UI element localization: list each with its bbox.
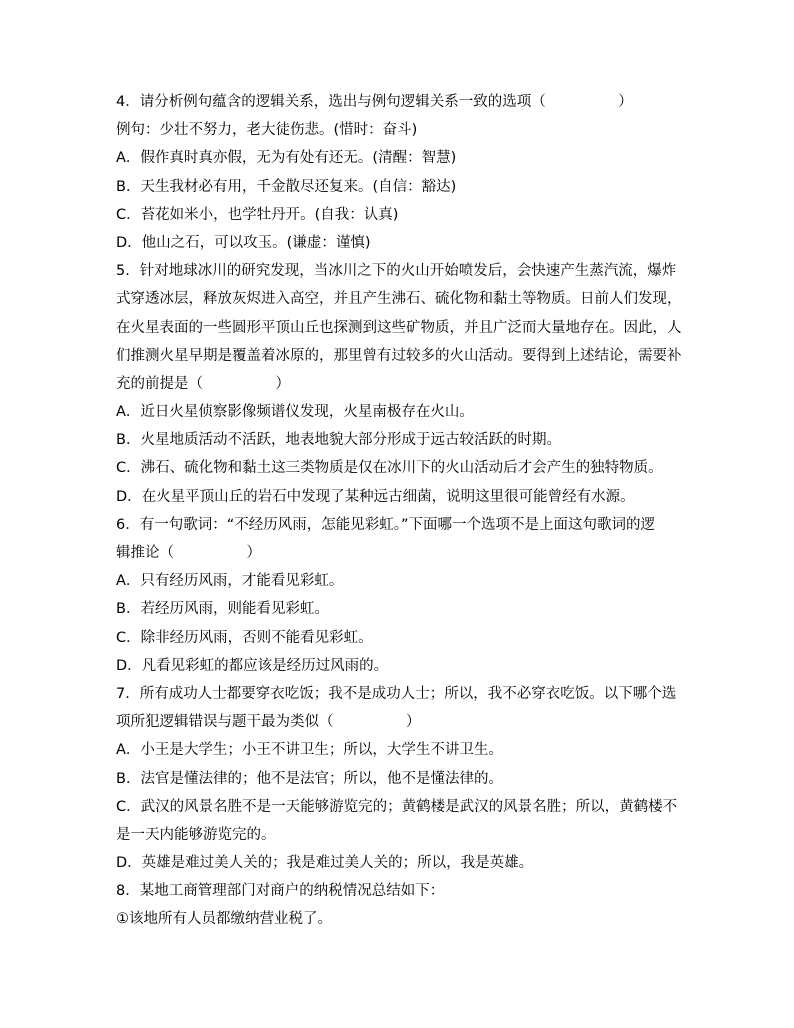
option-d: D．他山之石，可以攻玉。(谦虚：谨慎) [116, 234, 371, 251]
question-5 [116, 257, 686, 511]
question-stem-line: 辑推论（ ） [116, 545, 261, 561]
example-sentence: 例句：少壮不努力，老大徒伤悲。(惜时：奋斗) [116, 122, 418, 139]
statement-1: ①该地所有人员都缴纳营业税了。 [116, 911, 332, 928]
option-b: B．火星地质活动不活跃，地表地貌大部分形成于远古较活跃的时期。 [116, 432, 561, 449]
option-c-line-2: 是一天内能够游览完的。 [116, 826, 276, 843]
question-6 [116, 511, 686, 680]
option-b: B．天生我材必有用，千金散尽还复来。(自信：豁达) [116, 178, 457, 195]
option-a: A．只有经历风雨，才能看见彩虹。 [116, 573, 344, 590]
option-d: D．凡看见彩虹的都应该是经历过风雨的。 [116, 657, 389, 674]
question-stem-line: 项所犯逻辑错误与题干最为类似（ ） [116, 714, 421, 731]
question-stem-line: 在火星表面的一些圆形平顶山丘也探测到这些矿物质，并且广泛而大量地存在。因此，人 [116, 319, 682, 336]
document-page [116, 88, 686, 934]
option-c-line-1: C．武汉的风景名胜不是一天能够游览完的；黄鹤楼是武汉的风景名胜；所以，黄鹤楼不 [116, 798, 678, 815]
question-stem-line: 6．有一句歌词：“不经历风雨，怎能见彩虹。”下面哪一个选项不是上面这句歌词的逻 [116, 516, 655, 533]
option-b: B．法官是懂法律的；他不是法官；所以，他不是懂法律的。 [116, 770, 503, 787]
question-7 [116, 680, 686, 877]
option-a: A．小王是大学生；小王不讲卫生；所以，大学生不讲卫生。 [116, 742, 503, 759]
option-d: D．英雄是难过美人关的；我是难过美人关的；所以，我是英雄。 [116, 855, 534, 872]
question-8 [116, 877, 686, 933]
option-c: C．沸石、硫化物和黏土这三类物质是仅在冰川下的火山活动后才会产生的独特物质。 [116, 460, 663, 477]
option-a: A．假作真时真亦假，无为有处有还无。(清醒：智慧) [116, 150, 457, 167]
option-c: C．苔花如米小，也学牡丹开。(自我：认真) [116, 206, 399, 223]
question-stem-line: 4．请分析例句蕴含的逻辑关系，选出与例句逻辑关系一致的选项（ ） [116, 94, 633, 110]
question-stem-line: 7．所有成功人士都要穿衣吃饭；我不是成功人士；所以，我不必穿衣吃饭。以下哪个选 [116, 685, 677, 702]
option-c: C．除非经历风雨，否则不能看见彩虹。 [116, 629, 373, 646]
option-a: A．近日火星侦察影像频谱仪发现，火星南极存在火山。 [116, 404, 474, 421]
option-d: D．在火星平顶山丘的岩石中发现了某种远古细菌，说明这里很可能曾经有水源。 [116, 488, 635, 505]
question-stem-line: 充的前提是（ ） [116, 375, 290, 392]
question-stem-line: 式穿透冰层，释放灰烬进入高空，并且产生沸石、硫化物和黏土等物质。日前人们发现， [116, 291, 682, 308]
question-4 [116, 88, 686, 257]
question-stem-line: 5．针对地球冰川的研究发现，当冰川之下的火山开始喷发后，会快速产生蒸汽流，爆炸 [116, 263, 677, 280]
question-stem-line: 8．某地工商管理部门对商户的纳税情况总结如下： [116, 883, 445, 900]
option-b: B．若经历风雨，则能看见彩虹。 [116, 601, 329, 618]
question-stem-line: 们推测火星早期是覆盖着冰原的，那里曾有过较多的火山活动。要得到上述结论，需要补 [116, 347, 682, 364]
